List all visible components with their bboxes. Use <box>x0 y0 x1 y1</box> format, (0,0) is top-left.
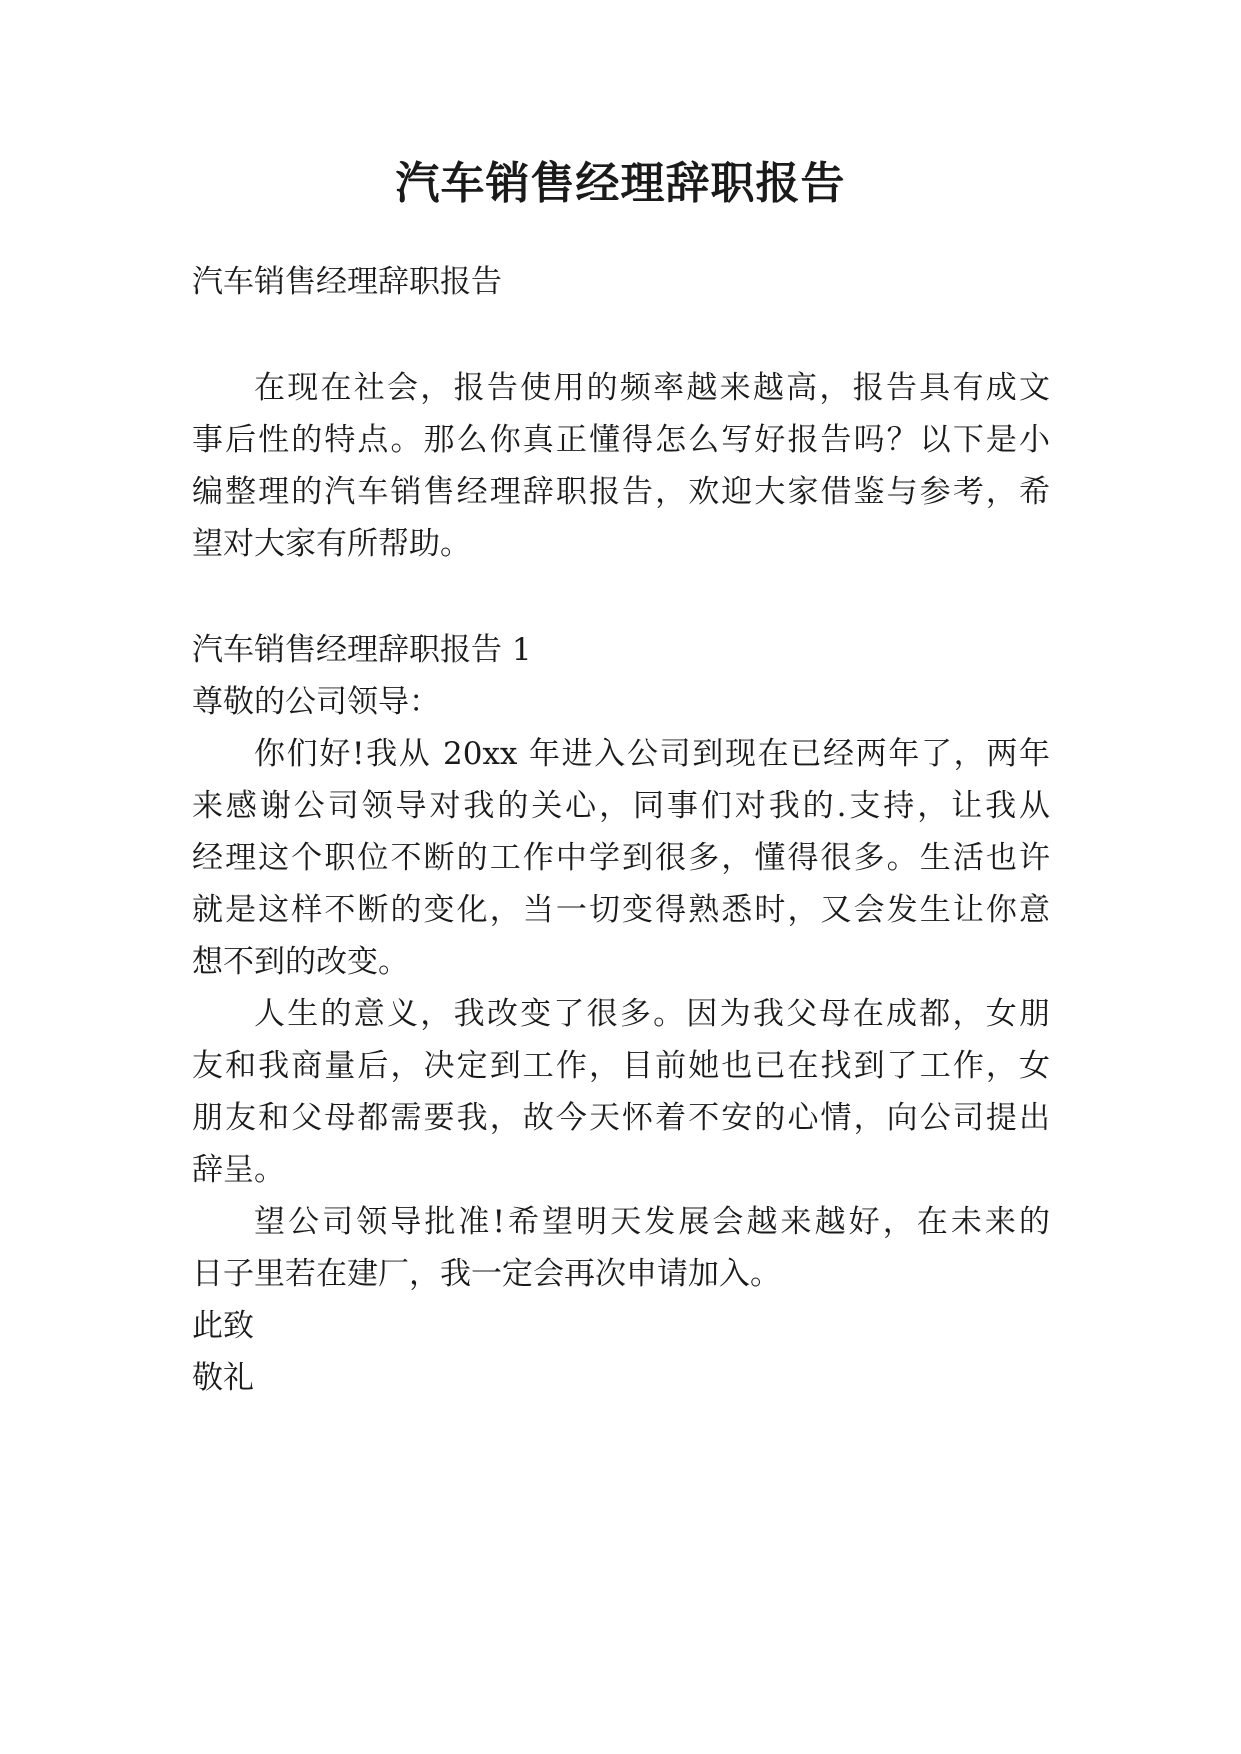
intro-line: 事后性的特点。那么你真正懂得怎么写好报告吗？以下是小 <box>192 422 1050 458</box>
paragraph-line: 经理这个职位不断的工作中学到很多，懂得很多。生活也许 <box>192 840 1050 876</box>
paragraph-line: 来感谢公司领导对我的关心，同事们对我的.支持，让我从 <box>192 788 1050 824</box>
intro-line: 在现在社会，报告使用的频率越来越高，报告具有成文 <box>254 370 1050 406</box>
closing-line: 敬礼 <box>192 1360 254 1396</box>
salutation: 尊敬的公司领导： <box>192 684 440 720</box>
paragraph-line: 望公司领导批准!希望明天发展会越来越好，在未来的 <box>254 1204 1050 1240</box>
paragraph-line: 友和我商量后，决定到工作，目前她也已在找到了工作，女 <box>192 1048 1050 1084</box>
paragraph-line: 日子里若在建厂，我一定会再次申请加入。 <box>192 1256 781 1292</box>
paragraph-line: 你们好!我从 20xx 年进入公司到现在已经两年了，两年 <box>254 736 1050 772</box>
paragraph-line: 辞呈。 <box>192 1152 285 1188</box>
paragraph-line: 就是这样不断的变化，当一切变得熟悉时，又会发生让你意 <box>192 892 1050 928</box>
section-heading: 汽车销售经理辞职报告 1 <box>192 632 532 668</box>
intro-line: 望对大家有所帮助。 <box>192 526 471 562</box>
paragraph-line: 朋友和父母都需要我，故今天怀着不安的心情，向公司提出 <box>192 1100 1050 1136</box>
document-title: 汽车销售经理辞职报告 <box>395 158 846 209</box>
closing-line: 此致 <box>192 1308 254 1344</box>
paragraph-line: 想不到的改变。 <box>192 944 409 980</box>
intro-line: 编整理的汽车销售经理辞职报告，欢迎大家借鉴与参考，希 <box>192 474 1050 510</box>
paragraph-line: 人生的意义，我改变了很多。因为我父母在成都，女朋 <box>254 996 1050 1032</box>
document-subtitle: 汽车销售经理辞职报告 <box>192 264 502 300</box>
